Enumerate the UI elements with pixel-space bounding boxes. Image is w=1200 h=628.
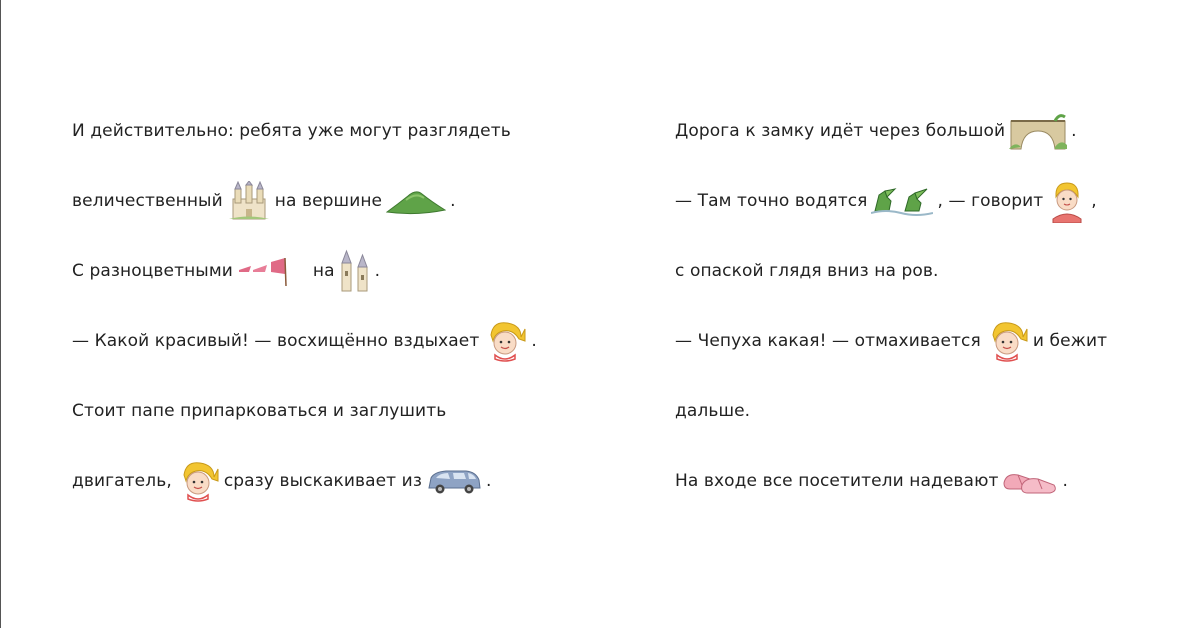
castle-icon	[227, 181, 271, 221]
left-line-3-text-c: .	[374, 261, 381, 281]
left-line-3-text-b: на	[312, 261, 335, 281]
right-line-4-text-a: — Чепуха какая! — отмахивается	[675, 331, 981, 351]
slippers-icon	[1002, 467, 1058, 495]
left-line-1	[72, 96, 537, 166]
right-column	[675, 96, 1107, 516]
crocodiles-icon	[871, 183, 933, 219]
left-line-2-text-a: величественный	[72, 191, 223, 211]
right-line-6-text-b: .	[1062, 471, 1068, 491]
left-line-3-text-a: С разноцветными	[72, 261, 233, 281]
bridge-icon	[1009, 111, 1067, 151]
left-column	[72, 96, 537, 516]
left-line-6-text-a: двигатель,	[72, 471, 172, 491]
left-line-4-text-b: .	[531, 331, 537, 351]
right-line-1-text-b: .	[1071, 121, 1077, 141]
right-line-1-text-a: Дорога к замку идёт через большой	[675, 121, 1006, 141]
left-line-5	[72, 376, 537, 446]
towers-icon	[339, 249, 371, 293]
left-line-2-text-b: на вершине	[274, 191, 383, 211]
right-line-5-text: дальше.	[675, 401, 751, 421]
girl-icon	[483, 319, 527, 363]
left-line-4	[72, 306, 537, 376]
right-line-1	[675, 96, 1107, 166]
right-line-2	[675, 166, 1107, 236]
left-line-6	[72, 446, 537, 516]
left-line-6-text-c: .	[485, 471, 492, 491]
car-icon	[426, 466, 482, 496]
mountain-icon	[386, 186, 446, 216]
right-line-3-text: с опаской глядя вниз на ров.	[675, 261, 939, 281]
right-line-2-text-c: ,	[1091, 191, 1097, 211]
right-line-4-text-b: и бежит	[1032, 331, 1108, 351]
right-line-5	[675, 376, 1107, 446]
girl-icon	[176, 459, 220, 503]
left-line-6-text-b: сразу выскакивает из	[223, 471, 422, 491]
left-line-3	[72, 236, 537, 306]
right-line-2-text-b: , — говорит	[937, 191, 1044, 211]
girl-icon	[985, 319, 1029, 363]
right-line-3	[675, 236, 1107, 306]
right-line-2-text-a: — Там точно водятся	[675, 191, 868, 211]
right-line-6-text-a: На входе все посетители надевают	[675, 471, 999, 491]
left-line-5-text: Стоит папе припарковаться и заглушить	[72, 401, 447, 421]
left-line-2	[72, 166, 537, 236]
page-edge-line	[0, 0, 1, 628]
left-line-2-text-c: .	[450, 191, 456, 211]
boy-icon	[1047, 179, 1087, 223]
right-line-6	[675, 446, 1107, 516]
flags-icon	[237, 256, 291, 286]
left-line-1-text: И действительно: ребята уже могут разглядеть	[72, 121, 511, 141]
left-line-4-text-a: — Какой красивый! — восхищённо вздыхает	[72, 331, 480, 351]
right-line-4	[675, 306, 1107, 376]
